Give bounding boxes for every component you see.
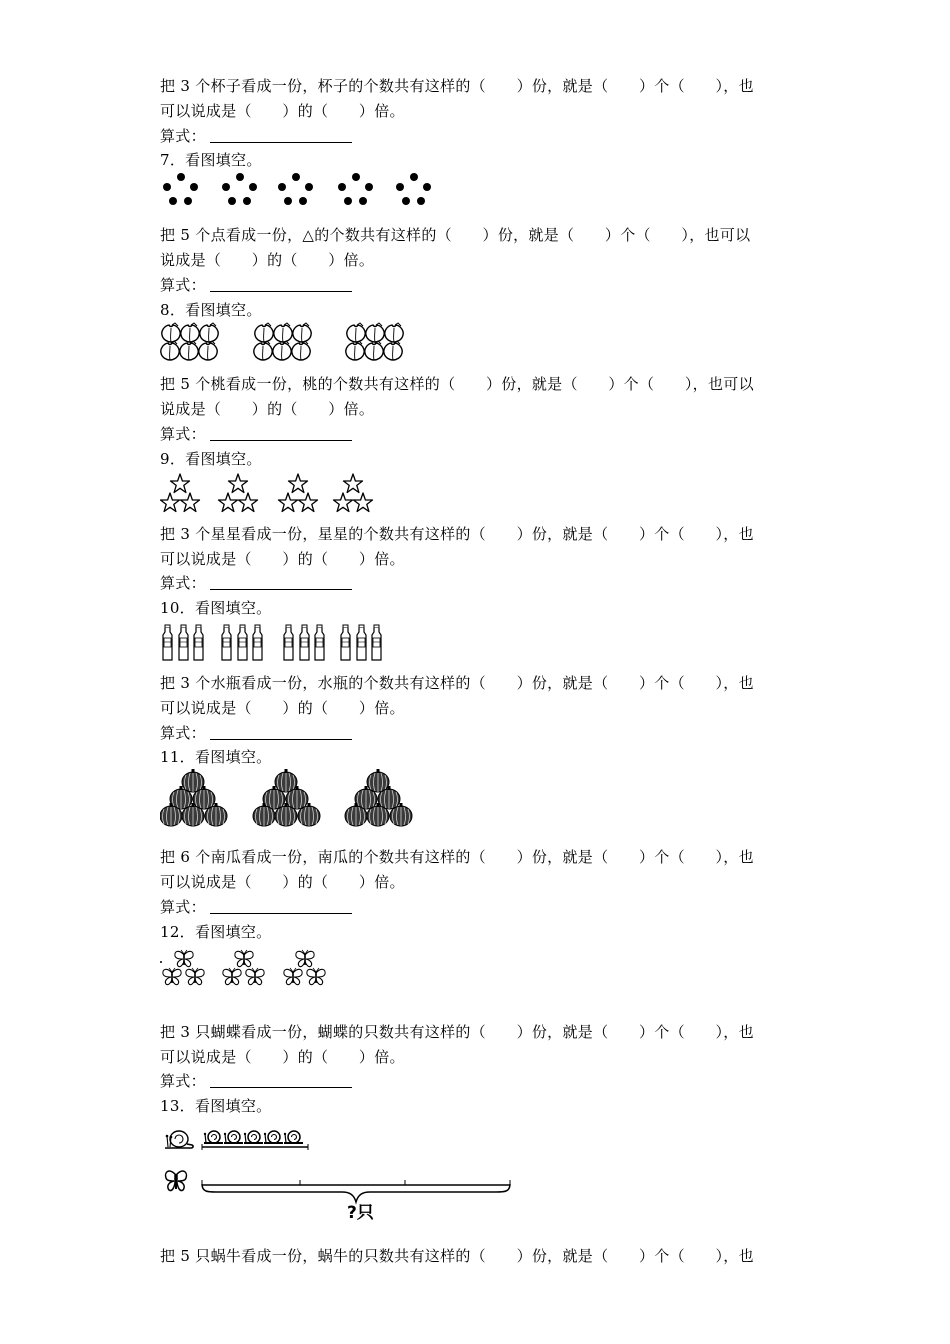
q13-line-diagram <box>160 1122 520 1222</box>
bottle-group <box>341 625 381 660</box>
q10-formula <box>160 723 352 743</box>
q11-heading: 11．看图填空。 <box>160 748 272 766</box>
q10-line1: 把 3 个水瓶看成一份，水瓶的个数共有这样的（ ）份，就是（ ）个（ ），也 <box>160 674 754 692</box>
q9-heading: 9．看图填空。 <box>160 450 262 468</box>
q8-line1: 把 5 个桃看成一份，桃的个数共有这样的（ ）份，就是（ ）个（ ），也可以 <box>160 375 754 393</box>
star-group <box>279 474 318 512</box>
formula-label: 算式： <box>160 574 206 592</box>
q12-line1: 把 3 只蝴蝶看成一份，蝴蝶的只数共有这样的（ ）份，就是（ ）个（ ），也 <box>160 1023 754 1041</box>
snail-icon <box>165 1131 193 1148</box>
q6-line1: 把 3 个杯子看成一份，杯子的个数共有这样的（ ）份，就是（ ）个（ ），也 <box>160 77 754 95</box>
pumpkin-group <box>160 769 227 826</box>
q12-heading: 12．看图填空。 <box>160 923 272 941</box>
peach-group <box>254 323 311 360</box>
formula-label: 算式： <box>160 1072 206 1090</box>
formula-label: 算式： <box>160 127 206 145</box>
q11-formula <box>160 897 352 917</box>
star-group <box>161 474 200 512</box>
formula-answer-line[interactable] <box>210 426 352 441</box>
snail-group <box>204 1131 303 1143</box>
q12-line2: 可以说成是（ ）的（ ）倍。 <box>160 1048 405 1066</box>
butterfly-group <box>284 950 325 985</box>
formula-answer-line[interactable] <box>210 1073 352 1088</box>
formula-answer-line[interactable] <box>210 725 352 740</box>
bottle-group <box>284 625 324 660</box>
dot-group <box>338 173 373 205</box>
q8-peaches-figure <box>160 320 430 362</box>
q10-heading: 10．看图填空。 <box>160 599 272 617</box>
peach-group <box>161 323 218 360</box>
formula-label: 算式： <box>160 276 206 294</box>
q13-line1: 把 5 只蜗牛看成一份，蜗牛的只数共有这样的（ ）份，就是（ ）个（ ），也 <box>160 1247 754 1265</box>
pumpkin-group <box>345 769 412 826</box>
bottle-group <box>222 625 262 660</box>
q7-formula <box>160 275 352 295</box>
q9-stars-figure <box>160 472 390 516</box>
formula-answer-line[interactable] <box>210 899 352 914</box>
q9-formula <box>160 573 352 593</box>
q9-line1: 把 3 个星星看成一份，星星的个数共有这样的（ ）份，就是（ ）个（ ），也 <box>160 525 754 543</box>
q11-line1: 把 6 个南瓜看成一份，南瓜的个数共有这样的（ ）份，就是（ ）个（ ），也 <box>160 848 754 866</box>
bottle-group <box>163 625 203 660</box>
formula-label: 算式： <box>160 724 206 742</box>
q10-line2: 可以说成是（ ）的（ ）倍。 <box>160 699 405 717</box>
dot-group <box>278 173 313 205</box>
formula-answer-line[interactable] <box>210 128 352 143</box>
q13-heading: 13．看图填空。 <box>160 1097 272 1115</box>
butterfly-group <box>163 950 204 985</box>
formula-answer-line[interactable] <box>210 277 352 292</box>
q10-bottles-figure <box>160 624 390 662</box>
peach-group <box>346 323 403 360</box>
butterfly-icon <box>166 1171 187 1190</box>
dot-group <box>222 173 257 205</box>
q7-line2: 说成是（ ）的（ ）倍。 <box>160 251 375 269</box>
q8-formula <box>160 424 352 444</box>
q11-pumpkins-figure <box>160 768 432 830</box>
formula-label: 算式： <box>160 425 206 443</box>
formula-label: 算式： <box>160 898 206 916</box>
star-group <box>334 474 373 512</box>
brace-label: ?只 <box>347 1203 374 1222</box>
q7-line1: 把 5 个点看成一份，△的个数共有这样的（ ）份，就是（ ）个（ ），也可以 <box>160 226 751 244</box>
q12-butterflies-figure <box>160 946 340 990</box>
q9-line2: 可以说成是（ ）的（ ）倍。 <box>160 550 405 568</box>
pumpkin-group <box>253 769 320 826</box>
star-group <box>219 474 258 512</box>
q12-formula <box>160 1071 352 1091</box>
butterfly-group <box>223 950 264 985</box>
q11-line2: 可以说成是（ ）的（ ）倍。 <box>160 873 405 891</box>
q8-heading: 8．看图填空。 <box>160 301 262 319</box>
q6-line2: 可以说成是（ ）的（ ）倍。 <box>160 102 405 120</box>
formula-answer-line[interactable] <box>210 575 352 590</box>
dot-group <box>396 173 431 205</box>
dot-group <box>163 173 198 205</box>
q7-heading: 7．看图填空。 <box>160 151 262 169</box>
q7-dots-figure <box>160 170 440 210</box>
q8-line2: 说成是（ ）的（ ）倍。 <box>160 400 375 418</box>
q6-formula <box>160 126 352 146</box>
